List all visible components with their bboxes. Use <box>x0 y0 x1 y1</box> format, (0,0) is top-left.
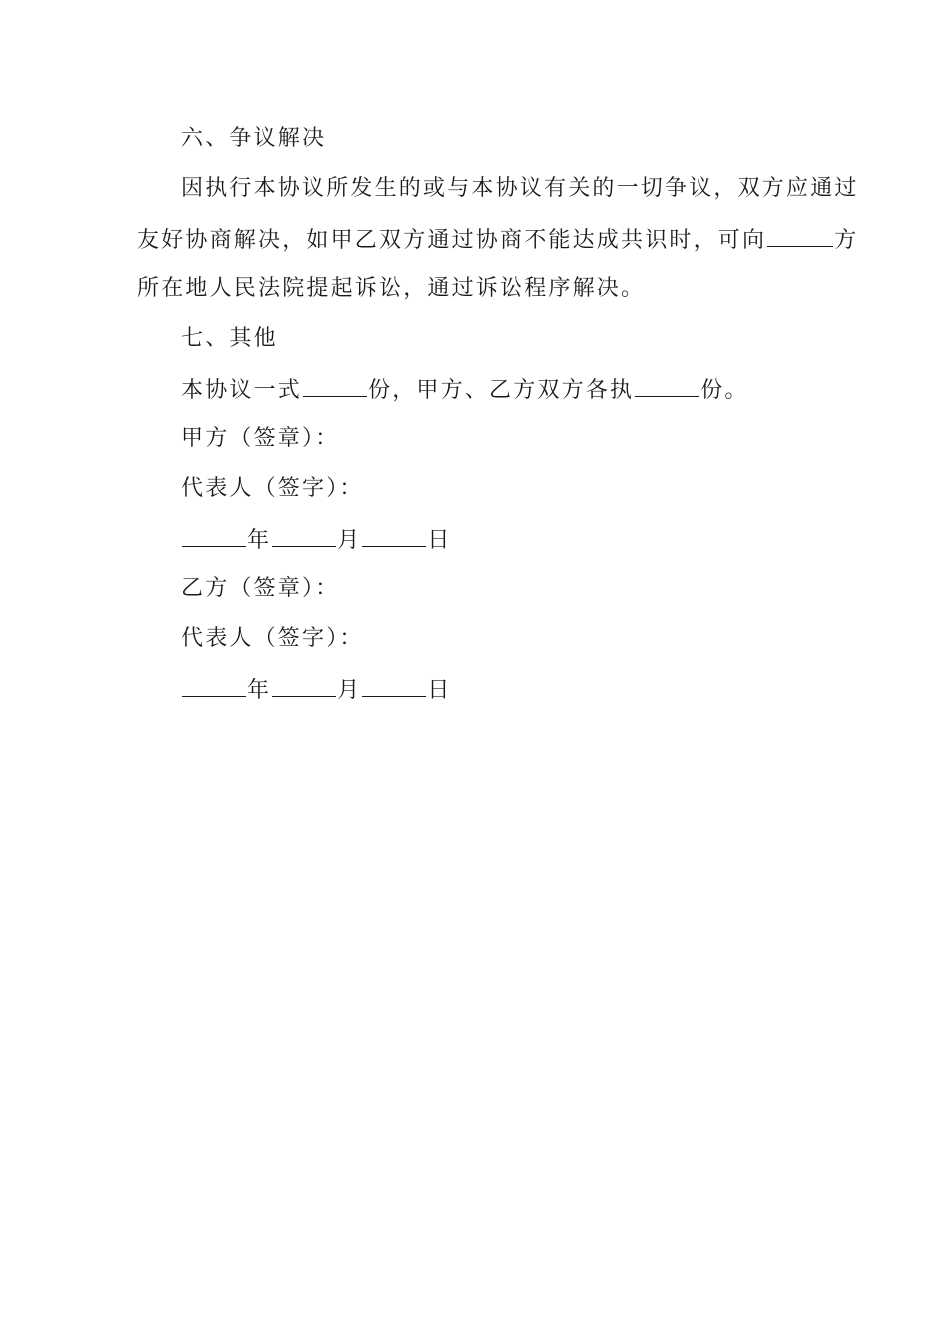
party-a-date-line <box>181 524 821 556</box>
party-a-rep-line <box>181 474 821 504</box>
party-a-year-blank[interactable] <box>182 524 246 547</box>
copies-text-b: 份，甲方、乙方双方各执 <box>368 378 635 403</box>
party-a-rep-label: 代表人（签字）： <box>181 476 364 501</box>
section6-paragraph-line2-text: 友好协商解决，如甲乙双方通过协商不能达成共识时，可向 <box>137 228 767 253</box>
section6-paragraph-line1-text: 因执行本协议所发生的或与本协议有关的一切争议，双方应通过 <box>181 176 859 201</box>
section6-heading-text: 六、争议解决 <box>181 126 327 151</box>
party-b-seal-line <box>181 574 821 604</box>
party-b-day-blank[interactable] <box>362 674 426 697</box>
party-a-seal-line <box>181 424 821 454</box>
party-a-day-blank[interactable] <box>362 524 426 547</box>
party-b-day-label: 日 <box>427 678 452 703</box>
section6-paragraph-line3 <box>137 274 827 304</box>
party-b-year-blank[interactable] <box>182 674 246 697</box>
party-a-year-label: 年 <box>247 528 272 553</box>
copies-text-c: 份。 <box>700 378 749 403</box>
party-b-seal-label: 乙方（签章）： <box>181 576 340 601</box>
section7-heading <box>181 324 821 354</box>
party-a-month-label: 月 <box>337 528 362 553</box>
party-b-rep-label: 代表人（签字）： <box>181 626 364 651</box>
copies-text-a: 本协议一式 <box>181 378 303 403</box>
party-b-year-label: 年 <box>247 678 272 703</box>
section7-heading-text: 七、其他 <box>181 326 278 351</box>
party-a-seal-label: 甲方（签章）： <box>181 426 340 451</box>
total-copies-blank[interactable] <box>303 374 367 397</box>
section6-paragraph-line1 <box>181 174 859 204</box>
party-b-rep-line <box>181 624 821 654</box>
copies-line <box>181 374 821 406</box>
section6-paragraph-line2 <box>137 224 859 256</box>
party-b-month-label: 月 <box>337 678 362 703</box>
party-b-date-line <box>181 674 821 706</box>
court-party-blank[interactable] <box>767 224 833 247</box>
section6-paragraph-line2-suffix: 方 <box>834 228 859 253</box>
party-b-month-blank[interactable] <box>272 674 336 697</box>
section6-heading <box>181 124 821 154</box>
party-a-day-label: 日 <box>427 528 452 553</box>
party-a-month-blank[interactable] <box>272 524 336 547</box>
each-party-copies-blank[interactable] <box>635 374 699 397</box>
section6-paragraph-line3-text: 所在地人民法院提起诉讼，通过诉讼程序解决。 <box>137 276 646 301</box>
